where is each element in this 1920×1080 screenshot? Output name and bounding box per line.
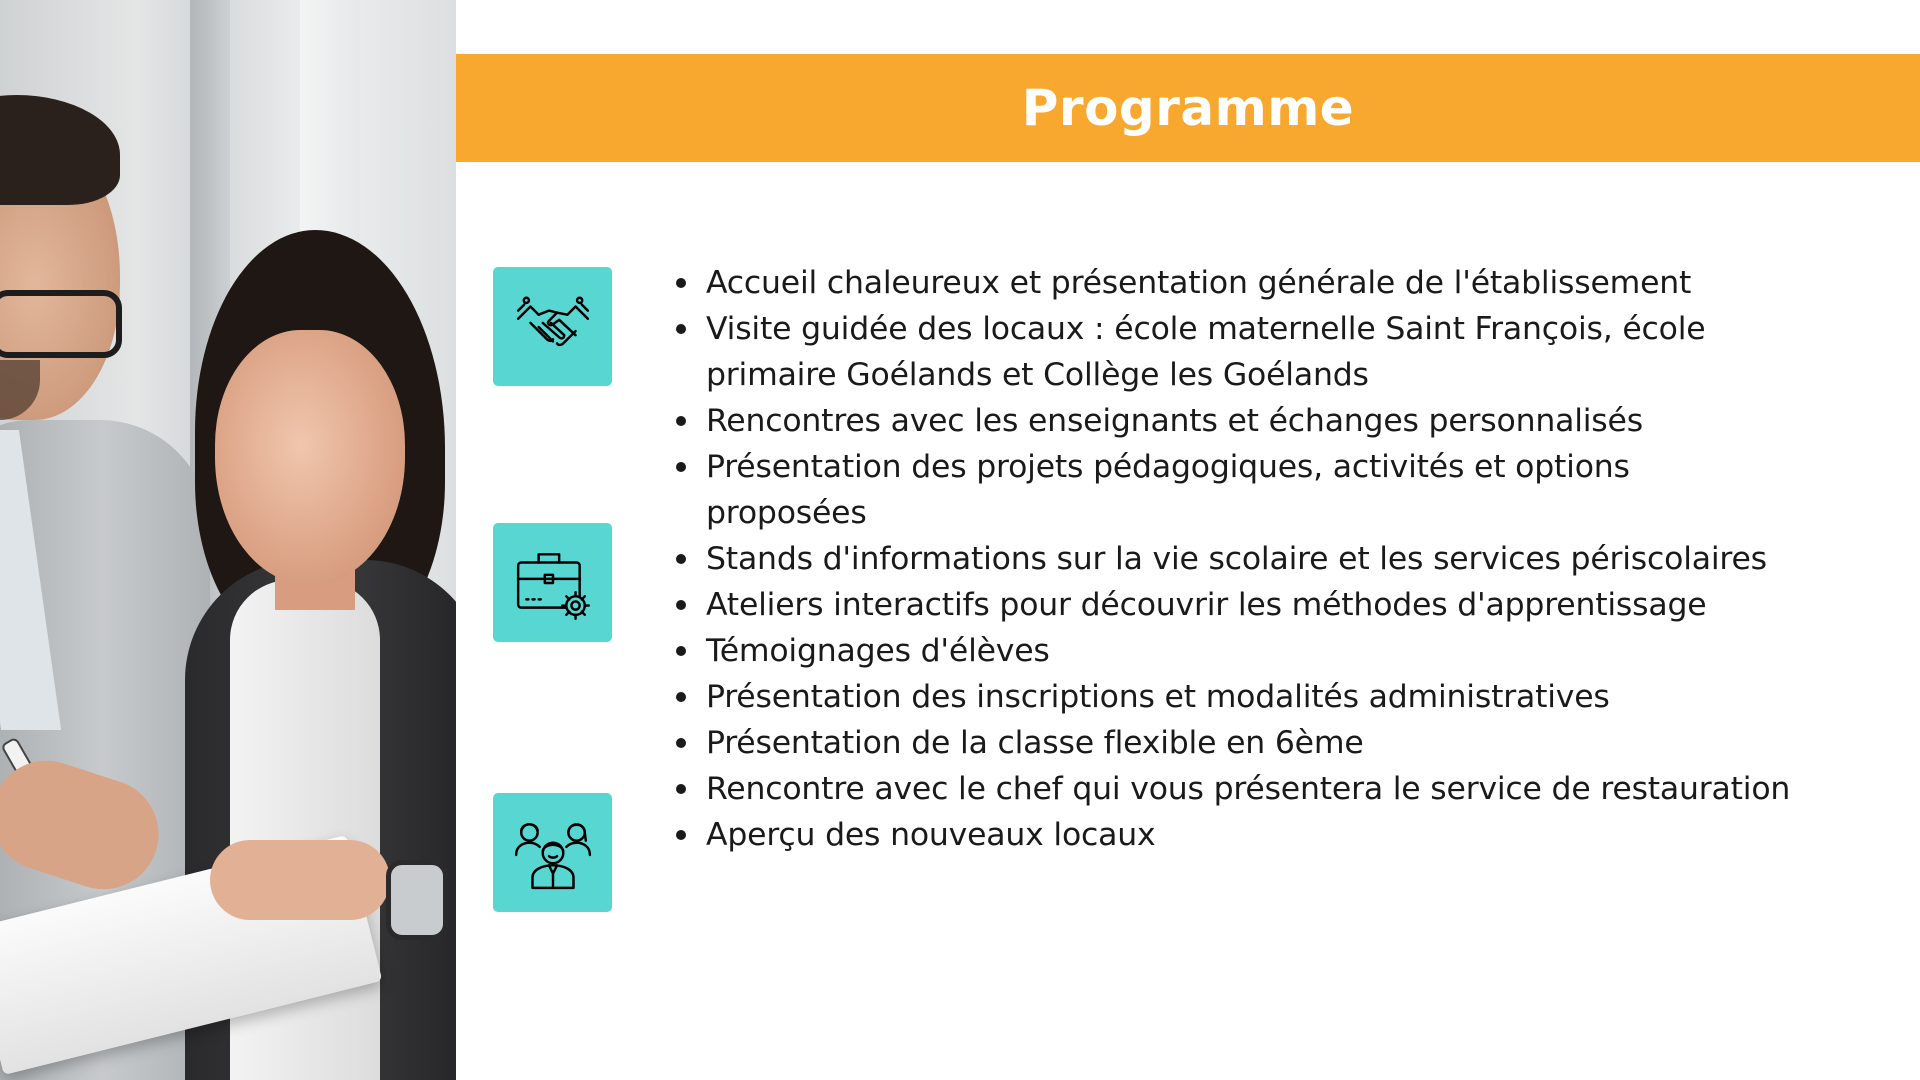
list-item <box>672 628 1792 674</box>
list-item-text: Témoignages d'élèves <box>706 633 1050 669</box>
bullet-icon <box>676 830 686 840</box>
list-item-text: Ateliers interactifs pour découvrir les méthodes d'apprentissage <box>706 587 1707 623</box>
team-people-icon-tile <box>493 793 612 912</box>
bullet-icon <box>676 738 686 748</box>
bullet-icon <box>676 784 686 794</box>
list-item <box>672 674 1792 720</box>
list-item-text: Présentation de la classe flexible en 6ème <box>706 725 1364 761</box>
list-item <box>672 398 1792 444</box>
list-item-text: Stands d'informations sur la vie scolaire et les services périscolaires <box>706 541 1767 577</box>
bullet-icon <box>676 554 686 564</box>
bullet-icon <box>676 692 686 702</box>
briefcase-gear-icon-tile <box>493 523 612 642</box>
team-people-icon <box>512 812 594 894</box>
list-item <box>672 536 1792 582</box>
list-item <box>672 306 1792 398</box>
page-title: Programme <box>1021 79 1355 137</box>
list-item-text: Présentation des inscriptions et modalités administratives <box>706 679 1610 715</box>
bullet-icon <box>676 416 686 426</box>
man-hair <box>0 95 120 205</box>
list-item-text: Accueil chaleureux et présentation générale de l'établissement <box>706 265 1692 301</box>
list-item <box>672 260 1792 306</box>
bullet-icon <box>676 278 686 288</box>
list-item <box>672 812 1792 858</box>
title-banner <box>456 54 1920 162</box>
man-glasses <box>0 290 122 358</box>
list-item-text: Rencontre avec le chef qui vous présentera le service de restauration <box>706 771 1791 807</box>
hand <box>210 840 390 920</box>
list-item <box>672 766 1792 812</box>
briefcase-gear-icon <box>512 542 594 624</box>
list-item <box>672 444 1792 536</box>
handshake-icon <box>512 286 594 368</box>
bullet-icon <box>676 462 686 472</box>
woman-face <box>215 330 405 585</box>
bullet-icon <box>676 646 686 656</box>
list-item <box>672 720 1792 766</box>
bullet-icon <box>676 600 686 610</box>
handshake-icon-tile <box>493 267 612 386</box>
program-list <box>672 260 1792 858</box>
list-item-text: Rencontres avec les enseignants et échanges personnalisés <box>706 403 1643 439</box>
people-photo <box>0 0 456 1080</box>
wristwatch <box>386 860 448 940</box>
list-item-text: Visite guidée des locaux : école maternelle Saint François, école primaire Goélands et Collège les Goélands <box>706 311 1706 393</box>
list-item <box>672 582 1792 628</box>
list-item-text: Aperçu des nouveaux locaux <box>706 817 1156 853</box>
list-item-text: Présentation des projets pédagogiques, activités et options proposées <box>706 449 1630 531</box>
bullet-icon <box>676 324 686 334</box>
